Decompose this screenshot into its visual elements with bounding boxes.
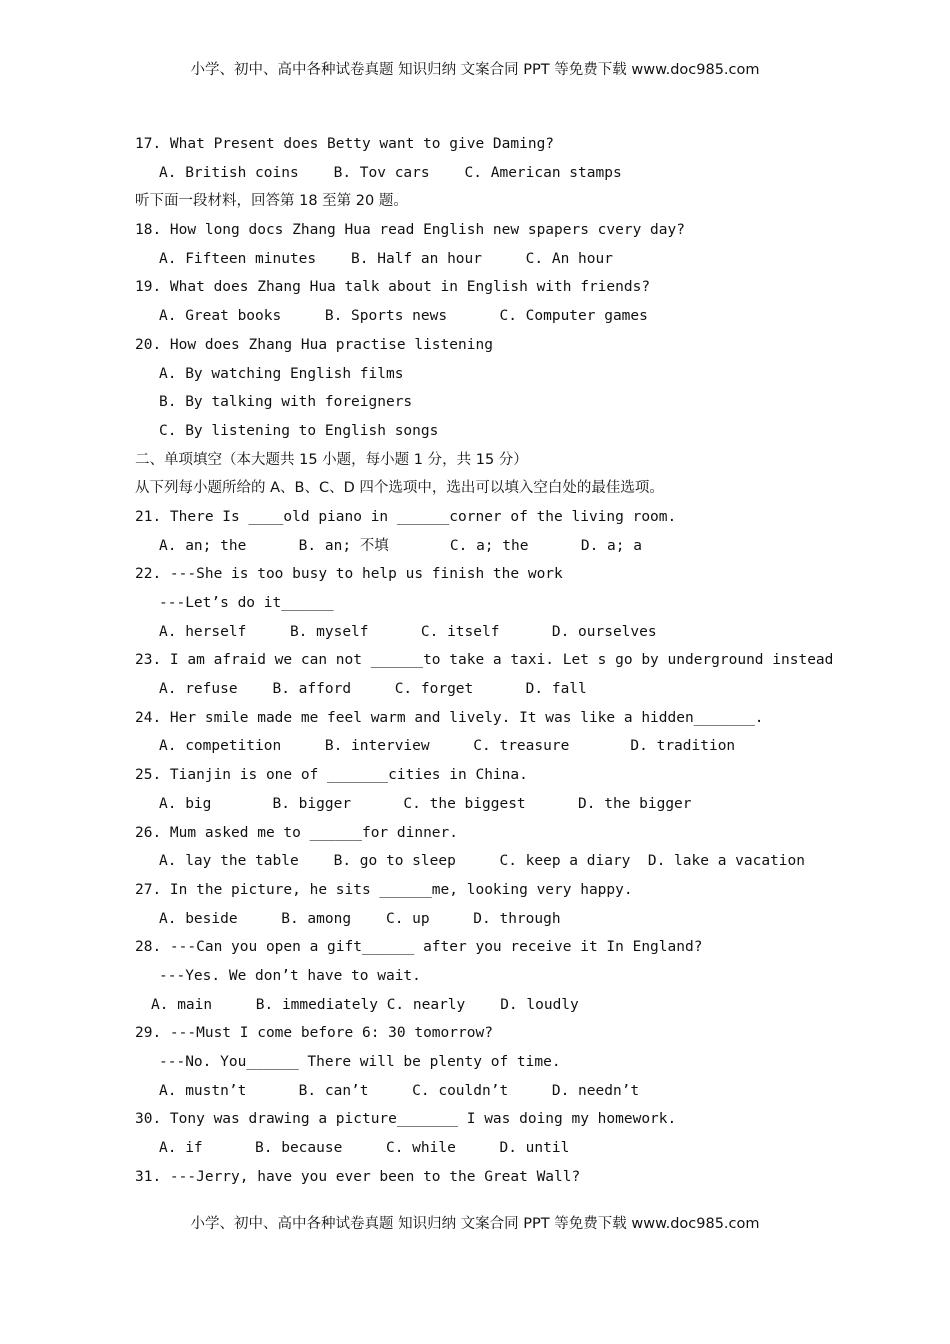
exam-line: ---No. You______ There will be plenty of time. — [159, 1054, 561, 1070]
exam-line: 20. How does Zhang Hua practise listening — [135, 336, 493, 353]
exam-line: 31. ---Jerry, have you ever been to the Great Wall? — [135, 1168, 581, 1185]
exam-line: 23. I am afraid we can not ______to take a taxi. Let s go by underground instead — [135, 652, 834, 669]
exam-line: 30. Tony was drawing a picture_______ I was doing my homework. — [135, 1111, 677, 1128]
exam-line: A. if B. because C. while D. until — [159, 1140, 570, 1157]
exam-line: 29. ---Must I come before 6: 30 tomorrow? — [135, 1025, 493, 1042]
exam-line: 28. ---Can you open a gift______ after you receive it In England? — [135, 939, 703, 956]
exam-line: A. herself B. myself C. itself D. ourselves — [159, 623, 657, 640]
exam-line: 26. Mum asked me to ______for dinner. — [135, 824, 459, 841]
exam-line: 二、单项填空（本大题共 15 小题，每小题 1 分，共 15 分） — [135, 451, 528, 468]
exam-line: 22. ---She is too busy to help us finish the work — [135, 566, 563, 583]
exam-line: A. competition B. interview C. treasure D. tradition — [159, 738, 736, 755]
exam-line: 27. In the picture, he sits ______me, looking very happy. — [135, 881, 633, 898]
exam-line: 17. What Present does Betty want to give Daming? — [135, 136, 555, 152]
exam-line: 听下面一段材料，回答第 18 至第 20 题。 — [135, 193, 408, 210]
exam-line: A. beside B. among C. up D. through — [159, 910, 561, 927]
exam-line: 24. Her smile made me feel warm and lively. It was like a hidden_______. — [135, 709, 764, 726]
exam-line: 19. What does Zhang Hua talk about in English with friends? — [135, 279, 651, 296]
exam-line: A. Fifteen minutes B. Half an hour C. An hour — [159, 250, 613, 267]
exam-line: A. mustn’t B. can’t C. couldn’t D. needn’t — [159, 1082, 640, 1099]
exam-line: A. main B. immediately C. nearly D. loudly — [151, 996, 579, 1013]
exam-line: C. By listening to English songs — [159, 422, 439, 439]
exam-line: 18. How long docs Zhang Hua read English new spapers cvery day? — [135, 222, 685, 239]
exam-line: A. big B. bigger C. the biggest D. the bigger — [159, 795, 692, 812]
exam-content — [135, 130, 835, 1191]
exam-line: 21. There Is ____old piano in ______corner of the living room. — [135, 508, 677, 525]
exam-line: B. By talking with foreigners — [159, 394, 413, 411]
exam-line: A. Great books B. Sports news C. Computer games — [159, 308, 648, 325]
exam-line: ---Let’s do it______ — [159, 595, 334, 611]
page-footer: 小学、初中、高中各种试卷真题 知识归纳 文案合同 PPT 等免费下载 www.doc985.com — [190, 1216, 760, 1232]
exam-line: A. British coins B. Tov cars C. American stamps — [159, 164, 622, 181]
exam-line: A. an; the B. an; 不填 C. a; the D. a; a — [159, 537, 642, 554]
exam-line: A. By watching English films — [159, 365, 404, 382]
exam-line: 从下列每小题所给的 A、B、C、D 四个选项中，选出可以填入空白处的最佳选项。 — [135, 480, 664, 497]
exam-line: 25. Tianjin is one of _______cities in China. — [135, 767, 528, 784]
exam-line: ---Yes. We don’t have to wait. — [159, 967, 421, 984]
exam-line: A. refuse B. afford C. forget D. fall — [159, 681, 587, 698]
exam-line: A. lay the table B. go to sleep C. keep a diary D. lake a vacation — [159, 853, 806, 870]
page-header: 小学、初中、高中各种试卷真题 知识归纳 文案合同 PPT 等免费下载 www.doc985.com — [190, 62, 760, 78]
